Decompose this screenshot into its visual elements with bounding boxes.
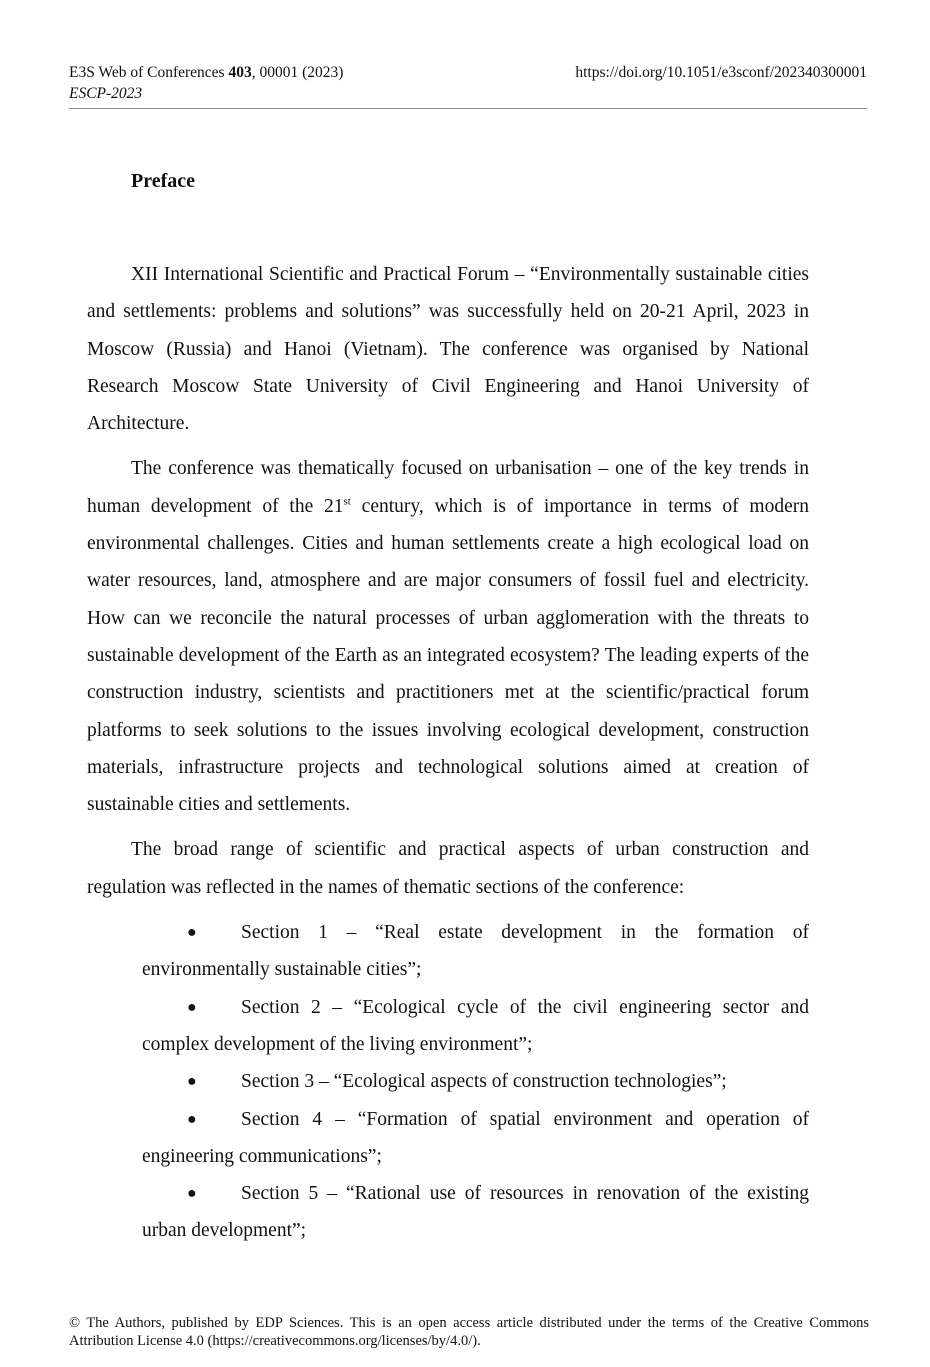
paragraph-2-end: century, which is of importance in terms of modern environmental challenges. Cities and human settlements create a high ecological load on water resources, land, atmosphere and are major consumers of fossil fuel and electricity. How can we reconcile the natural processes of urban agglomeration with the threats to sustainable development of the Earth as an integrated ecosystem? The leading experts of the construction industry, scientists and practitioners met at the scientific/practical forum platforms to seek solutions to the issues involving ecological development, construction materials, infrastructure projects and technological solutions aimed at creation of sustainable cities and settlements. [87, 495, 810, 816]
paragraph-1: XII International Scientific and Practical Forum – “Environmentally sustainable cities and settlements: problems and solutions” was successfully held on 20-21 April, 2023 in Moscow (Russia) and Hanoi (Vietnam). The conference was organised by National Research Moscow State University of Civil Engineering and Hanoi University of Architecture. [87, 264, 809, 435]
bullet-icon: ● [187, 998, 197, 1016]
bullet-icon: ● [187, 1185, 197, 1203]
doi-link[interactable]: https://doi.org/10.1051/e3sconf/202340300001 [575, 64, 867, 81]
list-item-text: Section 4 – “Formation of spatial environment and operation of engineering communications”; [142, 1108, 809, 1167]
section-title: Preface [131, 170, 196, 192]
journal-citation [69, 62, 343, 83]
list-item [142, 1063, 809, 1100]
list-item-text: Section 5 – “Rational use of resources in renovation of the existing urban development”; [142, 1183, 809, 1242]
page-header [69, 62, 867, 109]
section-list [87, 914, 809, 1250]
license-footer: © The Authors, published by EDP Sciences. This is an open access article distributed under the terms of the Creative Commons Attribution License 4.0 (https://creativecommons.org/licenses/by/4.0/). [69, 1315, 869, 1349]
bullet-icon: ● [187, 1073, 197, 1091]
article-body [87, 166, 809, 1250]
list-item [142, 1101, 809, 1176]
header-left [69, 62, 343, 104]
list-item-text: Section 1 – “Real estate development in the formation of environmentally sustainable cities”; [142, 922, 809, 981]
list-item-text: Section 2 – “Ecological cycle of the civil engineering sector and complex development of the living environment”; [142, 996, 809, 1055]
conference-name: ESCP-2023 [69, 85, 143, 102]
bullet-icon: ● [187, 924, 197, 942]
journal-prefix: E3S Web of Conferences [69, 64, 229, 81]
list-item [142, 989, 809, 1064]
list-item-text: Section 3 – “Ecological aspects of construction technologies”; [241, 1071, 727, 1093]
journal-suffix: , 00001 (2023) [251, 64, 344, 81]
list-item [142, 1175, 809, 1250]
paragraph-2 [87, 450, 809, 823]
list-item [142, 914, 809, 989]
bullet-icon: ● [187, 1110, 197, 1128]
journal-volume: 403 [228, 64, 252, 81]
paragraph-2-start: The conference was thematically focused on urbanisation – one of the key trends in human development of the 21 [87, 458, 809, 517]
paragraph-3: The broad range of scientific and practical aspects of urban construction and regulation was reflected in the names of thematic sections of the conference: [87, 839, 809, 898]
ordinal-suffix: st [343, 495, 351, 508]
